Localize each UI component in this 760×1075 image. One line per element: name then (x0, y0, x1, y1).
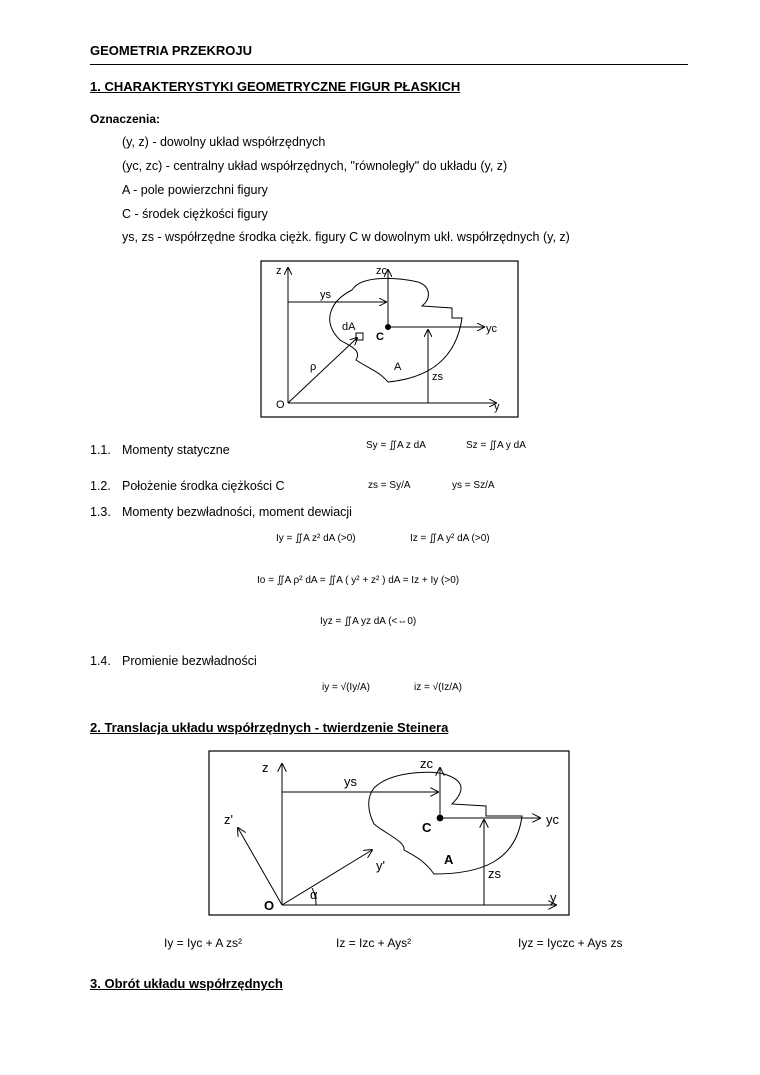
y-prime-axis (282, 850, 372, 905)
label-y: y (550, 890, 557, 905)
figure-centroid-diagram (260, 260, 519, 418)
formula-zs: zs = Sy/A (368, 480, 411, 491)
label-O: O (276, 399, 285, 411)
formula-iz-radius: iz = √(Iz/A) (414, 682, 462, 693)
formula-iyz: Iyz = ∬A yz dA (<⇔0) (320, 616, 417, 627)
label-A: A (394, 361, 402, 373)
steiner-formula-iz: Iz = Izc + Ays² (336, 936, 412, 950)
formula-iz: Iz = ∬A y² dA (>0) (410, 533, 490, 544)
formula-iy-radius: iy = √(Iy/A) (322, 682, 370, 693)
centroid-point (385, 324, 391, 330)
page-title: GEOMETRIA PRZEKROJU (90, 43, 253, 58)
figure-frame (261, 261, 518, 417)
formula-sz: Sz = ∬A y dA (466, 440, 526, 451)
dA-element (356, 333, 363, 340)
item-label: Promienie bezwładności (122, 654, 257, 668)
formula-io: Io = ∬A ρ² dA = ∬A ( y² + z² ) dA = Iz + Iy (>0) (257, 575, 460, 586)
label-z-prime: z' (224, 812, 233, 827)
notation-item: A - pole powierzchni figury (122, 183, 268, 197)
label-alpha: α (310, 887, 318, 902)
label-O: O (264, 898, 275, 913)
figure-frame (209, 751, 569, 915)
item-label: Momenty statyczne (122, 443, 230, 457)
notation-title: Oznaczenia: (90, 112, 161, 126)
formula-ys: ys = Sz/A (452, 480, 495, 491)
section-3-title: 3. Obrót układu współrzędnych (90, 976, 283, 991)
steiner-formula-iy: Iy = Iyc + A zs² (164, 936, 243, 950)
figure-steiner-diagram (208, 750, 570, 916)
notation-item: (yc, zc) - centralny układ współrzędnych, "równoległy" do układu (y, z) (122, 159, 508, 173)
label-zc: zc (420, 756, 433, 771)
notation-item: (y, z) - dowolny układ współrzędnych (122, 135, 326, 149)
item-label: Momenty bezwładności, moment dewiacji (122, 505, 352, 519)
item-label: Położenie środka ciężkości C (122, 479, 285, 493)
label-ys: ys (344, 774, 357, 789)
item-number: 1.2. (90, 479, 111, 493)
z-prime-axis (238, 828, 282, 905)
header-divider (90, 64, 688, 65)
item-number: 1.1. (90, 443, 111, 457)
formula-sy: Sy = ∬A z dA (366, 440, 426, 451)
formula-iy: Iy = ∬A z² dA (>0) (276, 533, 356, 544)
label-z: z (262, 760, 269, 775)
label-rho: ρ (310, 361, 317, 373)
label-y: y (494, 401, 500, 413)
label-z: z (276, 265, 282, 277)
label-dA: dA (342, 321, 356, 333)
label-ys: ys (320, 289, 331, 301)
label-zs: zs (488, 866, 501, 881)
centroid-point (437, 815, 444, 822)
section-2-title: 2. Translacja układu współrzędnych - twierdzenie Steinera (90, 720, 449, 735)
item-number: 1.3. (90, 505, 111, 519)
label-zc: zc (376, 265, 387, 277)
rho-vector (288, 338, 357, 403)
label-C: C (422, 820, 432, 835)
label-C: C (376, 331, 384, 343)
section-1-title: 1. CHARAKTERYSTYKI GEOMETRYCZNE FIGUR PŁASKICH (90, 79, 461, 94)
label-y-prime: y' (376, 858, 385, 873)
notation-item: ys, zs - współrzędne środka ciężk. figury C w dowolnym ukł. współrzędnych (y, z) (122, 230, 570, 244)
item-number: 1.4. (90, 654, 111, 668)
steiner-formula-iyz: Iyz = Iyczc + Ays zs (518, 936, 623, 950)
notation-item: C - środek ciężkości figury (122, 207, 268, 221)
label-yc: yc (486, 323, 497, 335)
label-zs: zs (432, 371, 443, 383)
label-A: A (444, 852, 454, 867)
label-yc: yc (546, 812, 559, 827)
